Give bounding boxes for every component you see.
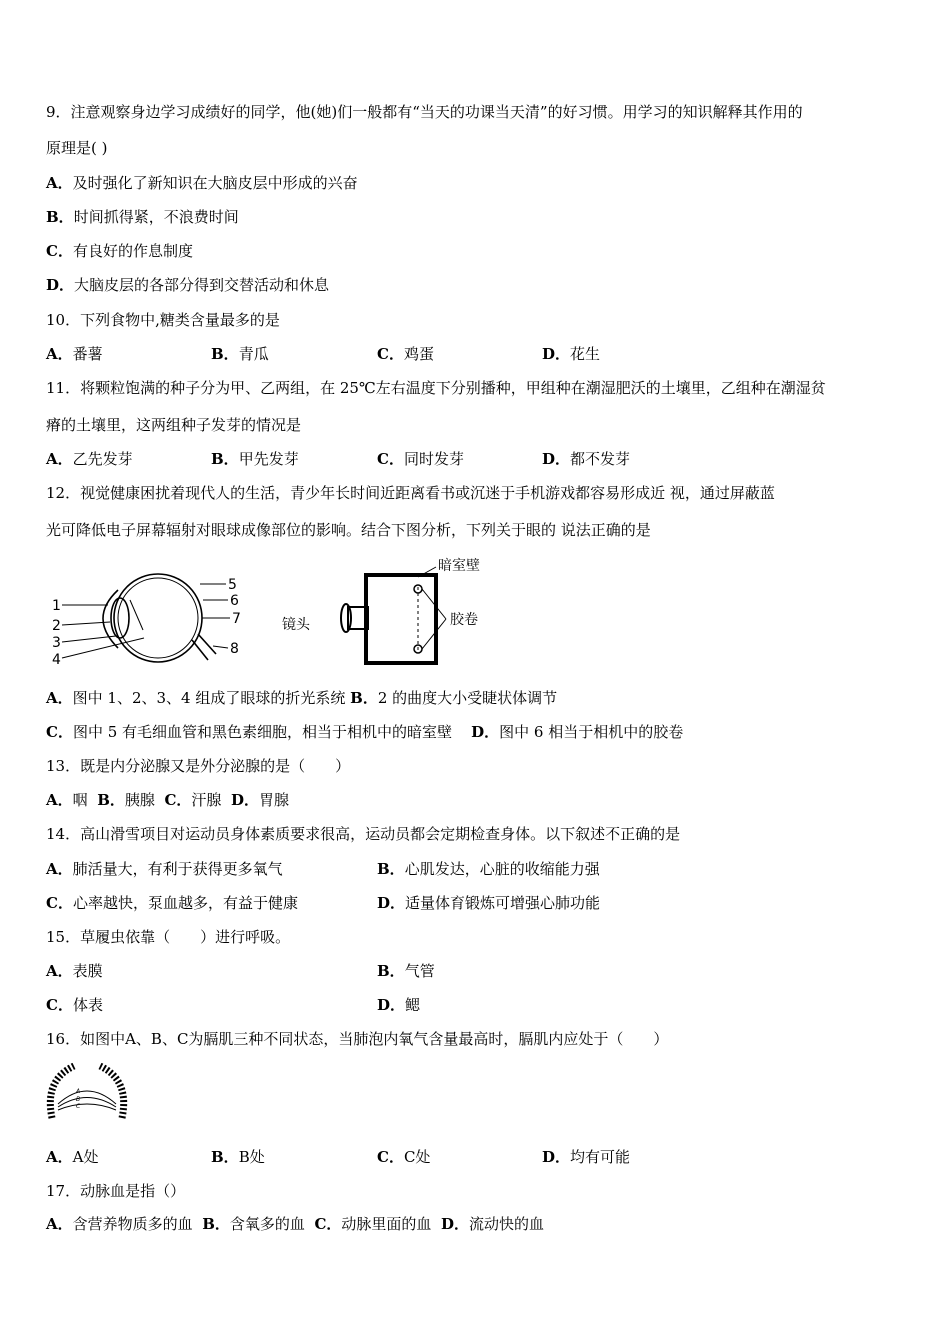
q15-option-c bbox=[46, 995, 103, 1015]
q12-stem-line1: 12．视觉健康困扰着现代人的生活，青少年长时间近距离看书或沉迷于手机游戏都容易形成近 视，通过屏蔽蓝 bbox=[46, 484, 775, 502]
option-label: C． bbox=[377, 345, 404, 363]
option-text: 图中 5 有毛细血管和黑色素细胞，相当于相机中的暗室壁 bbox=[72, 723, 453, 741]
eye-label-5: 5 bbox=[228, 577, 237, 593]
q11-stem-line2: 瘠的土壤里，这两组种子发芽的情况是 bbox=[46, 416, 302, 434]
option-label: D． bbox=[377, 996, 406, 1014]
q10-option-b bbox=[211, 344, 269, 364]
option-text: 气管 bbox=[404, 962, 435, 980]
q16-option-d bbox=[542, 1147, 630, 1167]
option-label: B． bbox=[211, 450, 239, 468]
option-text: 动脉里面的血 bbox=[341, 1215, 432, 1233]
q14-option-b bbox=[377, 859, 600, 879]
q16-option-c bbox=[377, 1147, 430, 1167]
option-text: 表膜 bbox=[72, 962, 103, 980]
q9-option-b bbox=[46, 207, 239, 227]
q16-option-a bbox=[46, 1147, 98, 1167]
option-label: C． bbox=[46, 723, 73, 741]
q14-option-c bbox=[46, 893, 298, 913]
camera-diagram bbox=[278, 555, 508, 670]
q9-option-a bbox=[46, 173, 358, 193]
option-label: D． bbox=[377, 894, 406, 912]
rib-cage-right bbox=[100, 1066, 124, 1118]
option-text: 含营养物质多的血 bbox=[72, 1215, 193, 1233]
q15-option-b bbox=[377, 961, 435, 981]
option-label: D． bbox=[46, 276, 75, 294]
eye-label-8: 8 bbox=[230, 641, 239, 657]
option-text: 甲先发芽 bbox=[238, 450, 299, 468]
eye-diagram bbox=[48, 570, 248, 670]
option-text: 番薯 bbox=[72, 345, 103, 363]
option-label: D． bbox=[542, 345, 571, 363]
option-text: 均有可能 bbox=[570, 1148, 631, 1166]
option-label: B． bbox=[377, 860, 405, 878]
option-label: A． bbox=[46, 689, 73, 707]
q11-option-c bbox=[377, 449, 464, 469]
q9-stem-line2: 原理是( ) bbox=[46, 139, 108, 157]
option-text: 鳃 bbox=[405, 996, 421, 1014]
q9-option-d bbox=[46, 275, 329, 295]
option-label: C． bbox=[314, 1215, 342, 1233]
option-label: A． bbox=[46, 174, 73, 192]
optic-nerve bbox=[192, 634, 216, 660]
option-label: B． bbox=[211, 345, 239, 363]
option-text: 花生 bbox=[570, 345, 601, 363]
option-text: 图中 1、2、3、4 组成了眼球的折光系统 bbox=[72, 689, 346, 707]
option-label: C． bbox=[46, 242, 73, 260]
q10-option-a bbox=[46, 344, 103, 364]
q10-stem: 10．下列食物中,糖类含量最多的是 bbox=[46, 311, 280, 329]
camera-label-lens: 镜头 bbox=[282, 617, 310, 633]
option-label: A． bbox=[46, 450, 73, 468]
option-text: 含氧多的血 bbox=[229, 1215, 305, 1233]
camera-label-film: 胶卷 bbox=[450, 612, 478, 628]
option-text: 心率越快，泵血越多，有益于健康 bbox=[72, 894, 298, 912]
q14-option-d bbox=[377, 893, 600, 913]
q11-option-a bbox=[46, 449, 133, 469]
option-label: C． bbox=[377, 450, 404, 468]
eye-label-6: 6 bbox=[230, 593, 239, 609]
eye-label-7: 7 bbox=[232, 611, 241, 627]
q16-option-b bbox=[211, 1147, 265, 1167]
q12-options-row1 bbox=[46, 688, 557, 708]
option-label: A． bbox=[46, 345, 73, 363]
q11-option-d bbox=[542, 449, 630, 469]
option-label: D． bbox=[471, 723, 500, 741]
eyeball-outline bbox=[114, 574, 202, 662]
option-text: 及时强化了新知识在大脑皮层中形成的兴奋 bbox=[72, 174, 358, 192]
option-text: 咽 bbox=[72, 791, 88, 809]
option-text: 胰腺 bbox=[124, 791, 155, 809]
option-label: B． bbox=[97, 791, 125, 809]
option-text: 有良好的作息制度 bbox=[72, 242, 193, 260]
option-text: 鸡蛋 bbox=[403, 345, 434, 363]
q10-option-d bbox=[542, 344, 600, 364]
diaphragm-label-a: A bbox=[76, 1088, 81, 1095]
diaphragm-b bbox=[58, 1098, 116, 1108]
camera-lens bbox=[341, 604, 351, 632]
q12-stem-line2: 光可降低电子屏幕辐射对眼球成像部位的影响。结合下图分析，下列关于眼的 说法正确的是 bbox=[46, 521, 651, 539]
option-label: B． bbox=[46, 208, 74, 226]
rib-cage-left bbox=[50, 1066, 74, 1118]
option-text: 都不发芽 bbox=[570, 450, 631, 468]
q15-option-d bbox=[377, 995, 420, 1015]
eye-label-2: 2 bbox=[52, 618, 61, 634]
q12-options-row2 bbox=[46, 722, 683, 742]
q15-option-a bbox=[46, 961, 103, 981]
option-text: 胃腺 bbox=[258, 791, 289, 809]
q16-stem: 16．如图中A、B、C为膈肌三种不同状态，当肺泡内氧气含量最高时，膈肌内应处于（ ） bbox=[46, 1030, 669, 1048]
q10-option-c bbox=[377, 344, 434, 364]
option-text: 图中 6 相当于相机中的胶卷 bbox=[499, 723, 684, 741]
option-label: A． bbox=[46, 1215, 73, 1233]
option-text: 适量体育锻炼可增强心肺功能 bbox=[405, 894, 601, 912]
option-text: 乙先发芽 bbox=[72, 450, 133, 468]
option-text: 大脑皮层的各部分得到交替活动和休息 bbox=[74, 276, 330, 294]
diaphragm-label-c: C bbox=[76, 1103, 81, 1110]
eyeball-inner-layer bbox=[118, 578, 198, 658]
option-text: 肺活量大，有利于获得更多氧气 bbox=[72, 860, 283, 878]
option-text: 时间抓得紧，不浪费时间 bbox=[73, 208, 239, 226]
diaphragm-diagram bbox=[44, 1060, 130, 1124]
option-label: A． bbox=[46, 1148, 73, 1166]
option-label: B． bbox=[211, 1148, 239, 1166]
option-label: C． bbox=[164, 791, 192, 809]
option-text: 汗腺 bbox=[191, 791, 222, 809]
q9-stem-line1: 9．注意观察身边学习成绩好的同学，他(她)们一般都有“当天的功课当天清”的好习惯。用学习的知识解释其作用的 bbox=[46, 103, 803, 121]
eye-label-4: 4 bbox=[52, 652, 61, 668]
option-text: 同时发芽 bbox=[403, 450, 464, 468]
option-label: B． bbox=[377, 962, 405, 980]
option-label: A． bbox=[46, 962, 73, 980]
option-label: C． bbox=[46, 996, 73, 1014]
diaphragm-c bbox=[58, 1104, 116, 1110]
option-label: D． bbox=[440, 1215, 469, 1233]
q11-option-b bbox=[211, 449, 299, 469]
option-label: A． bbox=[46, 860, 73, 878]
camera-label-wall: 暗室壁 bbox=[438, 558, 480, 574]
option-text: B处 bbox=[238, 1148, 265, 1166]
option-label: D． bbox=[542, 1148, 571, 1166]
option-label: D． bbox=[230, 791, 259, 809]
option-text: C处 bbox=[403, 1148, 431, 1166]
vitreous-line bbox=[130, 600, 143, 630]
diaphragm-label-b: B bbox=[76, 1096, 81, 1103]
option-text: 流动快的血 bbox=[468, 1215, 544, 1233]
q15-stem: 15．草履虫依靠（ ）进行呼吸。 bbox=[46, 928, 291, 946]
camera-body bbox=[366, 575, 436, 663]
q13-stem: 13．既是内分泌腺又是外分泌腺的是（ ） bbox=[46, 757, 351, 775]
option-label: B． bbox=[350, 689, 378, 707]
option-label: C． bbox=[46, 894, 73, 912]
option-text: 青瓜 bbox=[238, 345, 269, 363]
q17-options bbox=[46, 1214, 544, 1234]
option-text: 心肌发达，心脏的收缩能力强 bbox=[404, 860, 600, 878]
eye-label-1: 1 bbox=[52, 598, 61, 614]
option-text: A处 bbox=[72, 1148, 99, 1166]
option-text: 体表 bbox=[72, 996, 103, 1014]
option-label: B． bbox=[202, 1215, 230, 1233]
q14-option-a bbox=[46, 859, 283, 879]
q13-options bbox=[46, 790, 289, 810]
eye-label-3: 3 bbox=[52, 635, 61, 651]
option-text: 2 的曲度大小受睫状体调节 bbox=[377, 689, 558, 707]
q14-stem: 14．高山滑雪项目对运动员身体素质要求很高，运动员都会定期检查身体。以下叙述不正确的是 bbox=[46, 825, 681, 843]
q11-stem-line1: 11．将颗粒饱满的种子分为甲、乙两组，在 25℃左右温度下分别播种，甲组种在潮湿肥沃的土壤里，乙组种在潮湿贫 bbox=[46, 379, 826, 397]
q9-option-c bbox=[46, 241, 193, 261]
q17-stem: 17．动脉血是指（） bbox=[46, 1182, 186, 1200]
option-label: A． bbox=[46, 791, 73, 809]
option-label: C． bbox=[377, 1148, 404, 1166]
option-label: D． bbox=[542, 450, 571, 468]
